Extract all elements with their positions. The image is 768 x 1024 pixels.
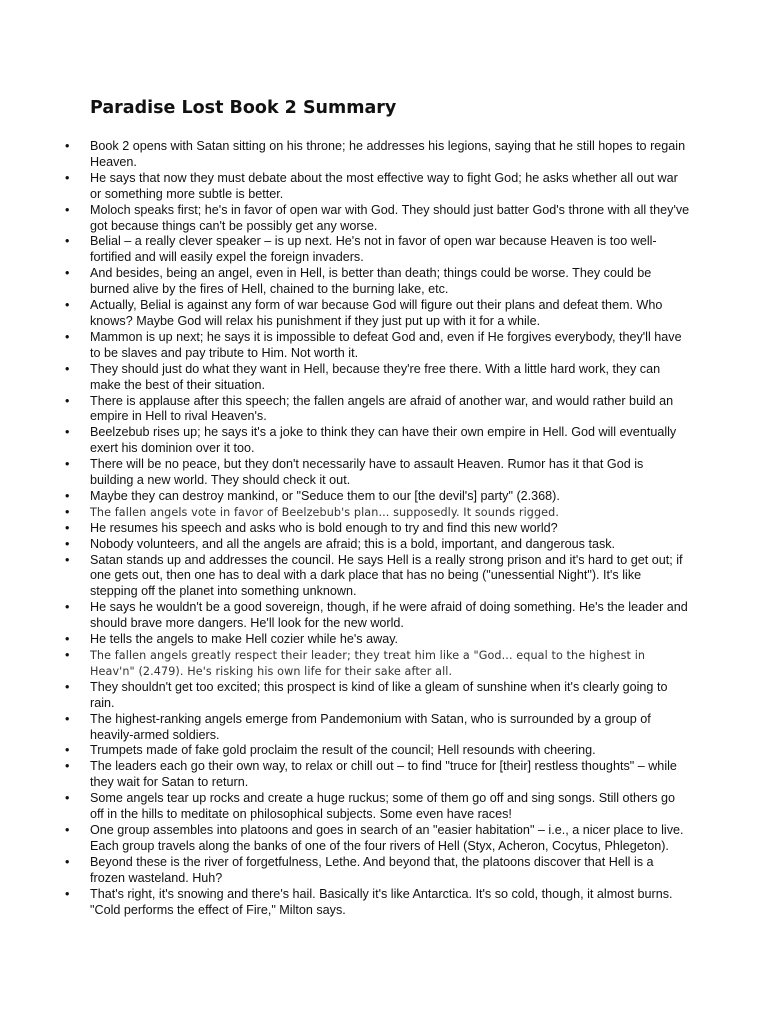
bullet-dot: • [65,600,70,615]
list-item [0,394,690,426]
bullet-dot: • [65,425,70,440]
list-item [0,823,690,855]
list-item-text: Mammon is up next; he says it is impossible to defeat God and, even if He forgives everybody, they'll have to be slaves and pay tribute to Him. Not worth it. [90,329,682,360]
list-item-text: Some angels tear up rocks and create a huge ruckus; some of them go off and sing songs. Still others go off in the hills to meditate on philosophical subjects. Some even have races! [90,791,676,822]
bullet-dot: • [65,266,70,281]
list-item-text: Maybe they can destroy mankind, or "Seduce them to our [the devil's] party" (2.368). [90,488,560,503]
list-item [0,298,690,330]
list-item-text: One group assembles into platoons and goes in search of an "easier habitation" – i.e., a nicer place to live. Each group travels along the banks of one of the four rivers of Hell (Styx, Acheron, Cocytus, Phlegeton). [90,822,684,853]
bullet-dot: • [65,759,70,774]
bullet-dot: • [65,488,70,503]
bullet-dot: • [65,822,70,837]
list-item [0,855,690,887]
bullet-dot: • [65,791,70,806]
list-item [0,266,690,298]
list-item-text: He resumes his speech and asks who is bold enough to try and find this new world? [90,520,558,535]
list-item [0,203,690,235]
bullet-dot: • [65,679,70,694]
bullet-dot: • [65,393,70,408]
list-item-text: Trumpets made of fake gold proclaim the result of the council; Hell resounds with cheering. [90,743,596,758]
list-item [0,521,690,537]
bullet-dot: • [65,854,70,869]
list-item [0,330,690,362]
list-item [0,505,690,521]
bullet-dot: • [65,711,70,726]
summary-bullet-list [0,139,768,918]
list-item [0,791,690,823]
list-item-text: Nobody volunteers, and all the angels are afraid; this is a bold, important, and dangerous task. [90,536,616,551]
list-item-text: They should just do what they want in Hell, because they're free there. With a little hard work, they can make the best of their situation. [90,361,661,392]
list-item-text: Beyond these is the river of forgetfulness, Lethe. And beyond that, the platoons discover that Hell is a frozen wasteland. Huh? [90,854,654,885]
bullet-dot: • [65,234,70,249]
list-item-text: The fallen angels greatly respect their leader; they treat him like a "God... equal to the highest in Heav'n" (2.479). He's risking his own life for their sake after all. [90,649,646,678]
list-item-text: Beelzebub rises up; he says it's a joke to think they can have their own empire in Hell. God will eventually exert his dominion over it too. [90,425,677,456]
bullet-dot: • [65,329,70,344]
bullet-dot: • [65,361,70,376]
list-item [0,425,690,457]
bullet-dot: • [65,298,70,313]
list-item [0,234,690,266]
list-item [0,680,690,712]
bullet-dot: • [65,648,70,662]
list-item-text: There will be no peace, but they don't necessarily have to assault Heaven. Rumor has it that God is building a new world. They should check it out. [90,457,644,488]
list-item [0,553,690,601]
bullet-dot: • [65,520,70,535]
list-item-text: He says he wouldn't be a good sovereign, though, if he were afraid of doing something. He's the leader and should brave more dangers. He'll look for the new world. [90,600,688,631]
list-item [0,600,690,632]
list-item [0,139,690,171]
list-item-text: The leaders each go their own way, to relax or chill out – to find "truce for [their] restless thoughts" – while they wait for Satan to return. [90,759,677,790]
list-item-text: The fallen angels vote in favor of Beelzebub's plan... supposedly. It sounds rigged. [90,505,560,519]
page-title: Paradise Lost Book 2 Summary [90,98,397,118]
list-item [0,537,690,553]
bullet-dot: • [65,552,70,567]
list-item [0,759,690,791]
list-item [0,457,690,489]
list-item-text: He says that now they must debate about the most effective way to fight God; he asks whether all out war or something more subtle is better. [90,170,678,201]
list-item-text: That's right, it's snowing and there's hail. Basically it's like Antarctica. It's so cold, though, it almost burns. "Cold performs the effect of Fire," Milton says. [90,886,673,917]
list-item-text: And besides, being an angel, even in Hell, is better than death; things could be worse. They could be burned alive by the fires of Hell, chained to the burning lake, etc. [90,266,652,297]
list-item [0,362,690,394]
list-item [0,632,690,648]
list-item-text: They shouldn't get too excited; this prospect is kind of like a gleam of sunshine when it's clearly going to rain. [90,679,668,710]
list-item [0,171,690,203]
list-item-text: Satan stands up and addresses the council. He says Hell is a really strong prison and it's hard to get out; if one gets out, then one has to deal with a dark place that has no being ("unessential Night"). It's like stepping off the planet into something unknown. [90,552,683,599]
bullet-dot: • [65,170,70,185]
list-item [0,743,690,759]
bullet-dot: • [65,632,70,647]
bullet-dot: • [65,886,70,901]
list-item [0,887,690,919]
list-item-text: He tells the angels to make Hell cozier while he's away. [90,632,399,647]
bullet-dot: • [65,504,70,519]
list-item-text: The highest-ranking angels emerge from Pandemonium with Satan, who is surrounded by a group of heavily-armed soldiers. [90,711,651,742]
list-item-text: Moloch speaks first; he's in favor of open war with God. They should just batter God's throne with all they've got because things can't be possibly get any worse. [90,202,690,233]
bullet-dot: • [65,202,70,217]
bullet-dot: • [65,536,70,551]
list-item [0,712,690,744]
bullet-dot: • [65,743,70,758]
list-item [0,648,690,680]
list-item-text: Book 2 opens with Satan sitting on his throne; he addresses his legions, saying that he still hopes to regain Heaven. [90,139,686,169]
bullet-dot: • [65,139,70,153]
list-item-text: There is applause after this speech; the fallen angels are afraid of another war, and would rather build an empire in Hell to rival Heaven's. [90,393,674,424]
list-item-text: Belial – a really clever speaker – is up next. He's not in favor of open war because Heaven is too well-fortified and will easily expel the foreign invaders. [90,234,657,265]
list-item-text: Actually, Belial is against any form of war because God will figure out their plans and defeat them. Who knows? Maybe God will relax his punishment if they just put up with it for a while. [90,298,663,328]
bullet-dot: • [65,457,70,472]
list-item [0,489,690,505]
